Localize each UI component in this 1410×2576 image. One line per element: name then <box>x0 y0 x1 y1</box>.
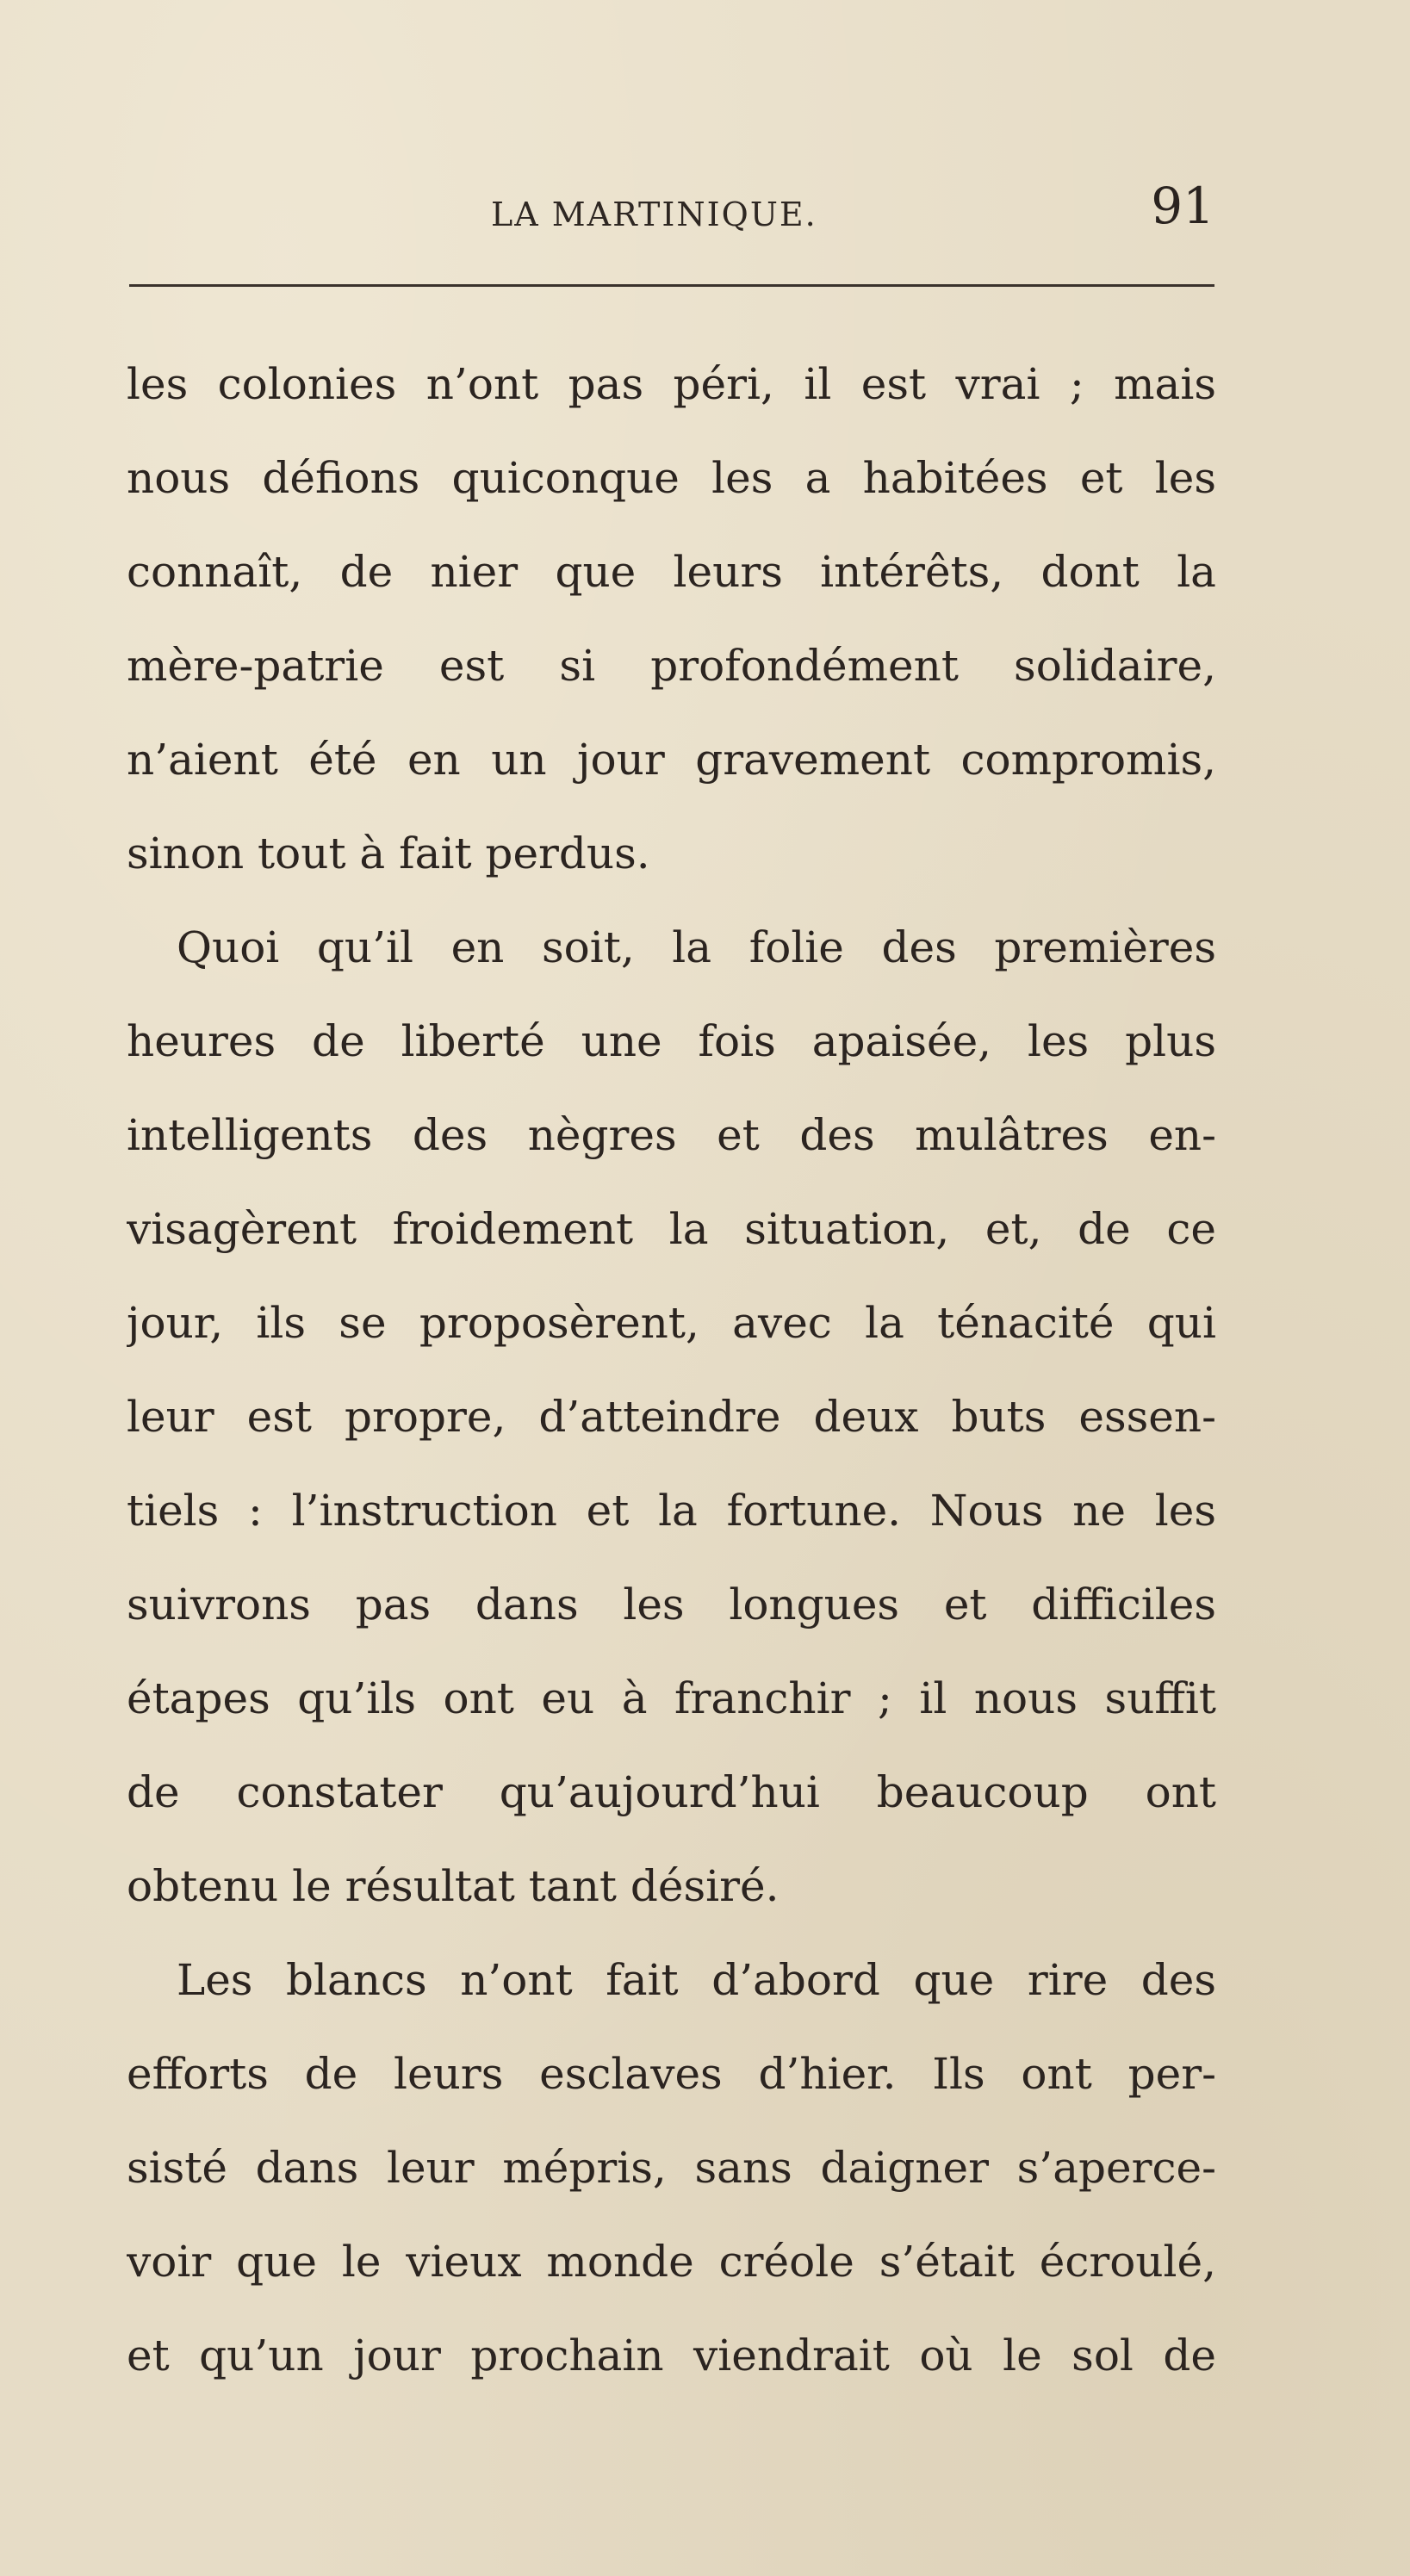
text-line: obtenu le résultat tant désiré. <box>127 1861 780 1911</box>
text-line: et qu’un jour prochain viendrait où le sol de <box>127 2331 1216 2380</box>
text-line: leur est propre, d’atteindre deux buts essen- <box>127 1392 1216 1442</box>
text-line: suivrons pas dans les longues et difficiles <box>127 1580 1216 1629</box>
text-line: visagèrent froidement la situation, et, de ce <box>127 1204 1216 1254</box>
text-line: connaît, de nier que leurs intérêts, dont la <box>127 547 1216 597</box>
text-line: les colonies n’ont pas péri, il est vrai ; mais <box>127 359 1216 409</box>
running-title: LA MARTINIQUE. <box>491 196 817 233</box>
text-line: heures de liberté une fois apaisée, les plus <box>127 1016 1216 1066</box>
paragraph-start-line: Quoi qu’il en soit, la folie des premières <box>177 922 1216 972</box>
header-rule <box>129 284 1214 287</box>
text-line: voir que le vieux monde créole s’était écroulé, <box>127 2237 1216 2287</box>
text-line: de constater qu’aujourd’hui beaucoup ont <box>127 1767 1216 1817</box>
body-text <box>127 338 1216 2403</box>
text-line: n’aient été en un jour gravement compromis, <box>127 735 1216 785</box>
text-line: tiels : l’instruction et la fortune. Nous ne les <box>127 1486 1216 1536</box>
text-line: efforts de leurs esclaves d’hier. Ils ont per- <box>127 2049 1216 2099</box>
text-line: nous défions quiconque les a habitées et les <box>127 453 1216 503</box>
text-line: sinon tout à fait perdus. <box>127 829 650 878</box>
text-line: jour, ils se proposèrent, avec la ténacité qui <box>127 1298 1216 1348</box>
text-line: mère-patrie est si profondément solidaire, <box>127 641 1216 691</box>
running-head <box>129 177 1214 245</box>
text-line: intelligents des nègres et des mulâtres en- <box>127 1110 1216 1160</box>
paragraph-start-line: Les blancs n’ont fait d’abord que rire des <box>177 1955 1216 2005</box>
text-line: étapes qu’ils ont eu à franchir ; il nous suffit <box>127 1673 1216 1723</box>
page-number: 91 <box>1151 177 1214 235</box>
text-line: sisté dans leur mépris, sans daigner s’aperce- <box>127 2143 1216 2193</box>
